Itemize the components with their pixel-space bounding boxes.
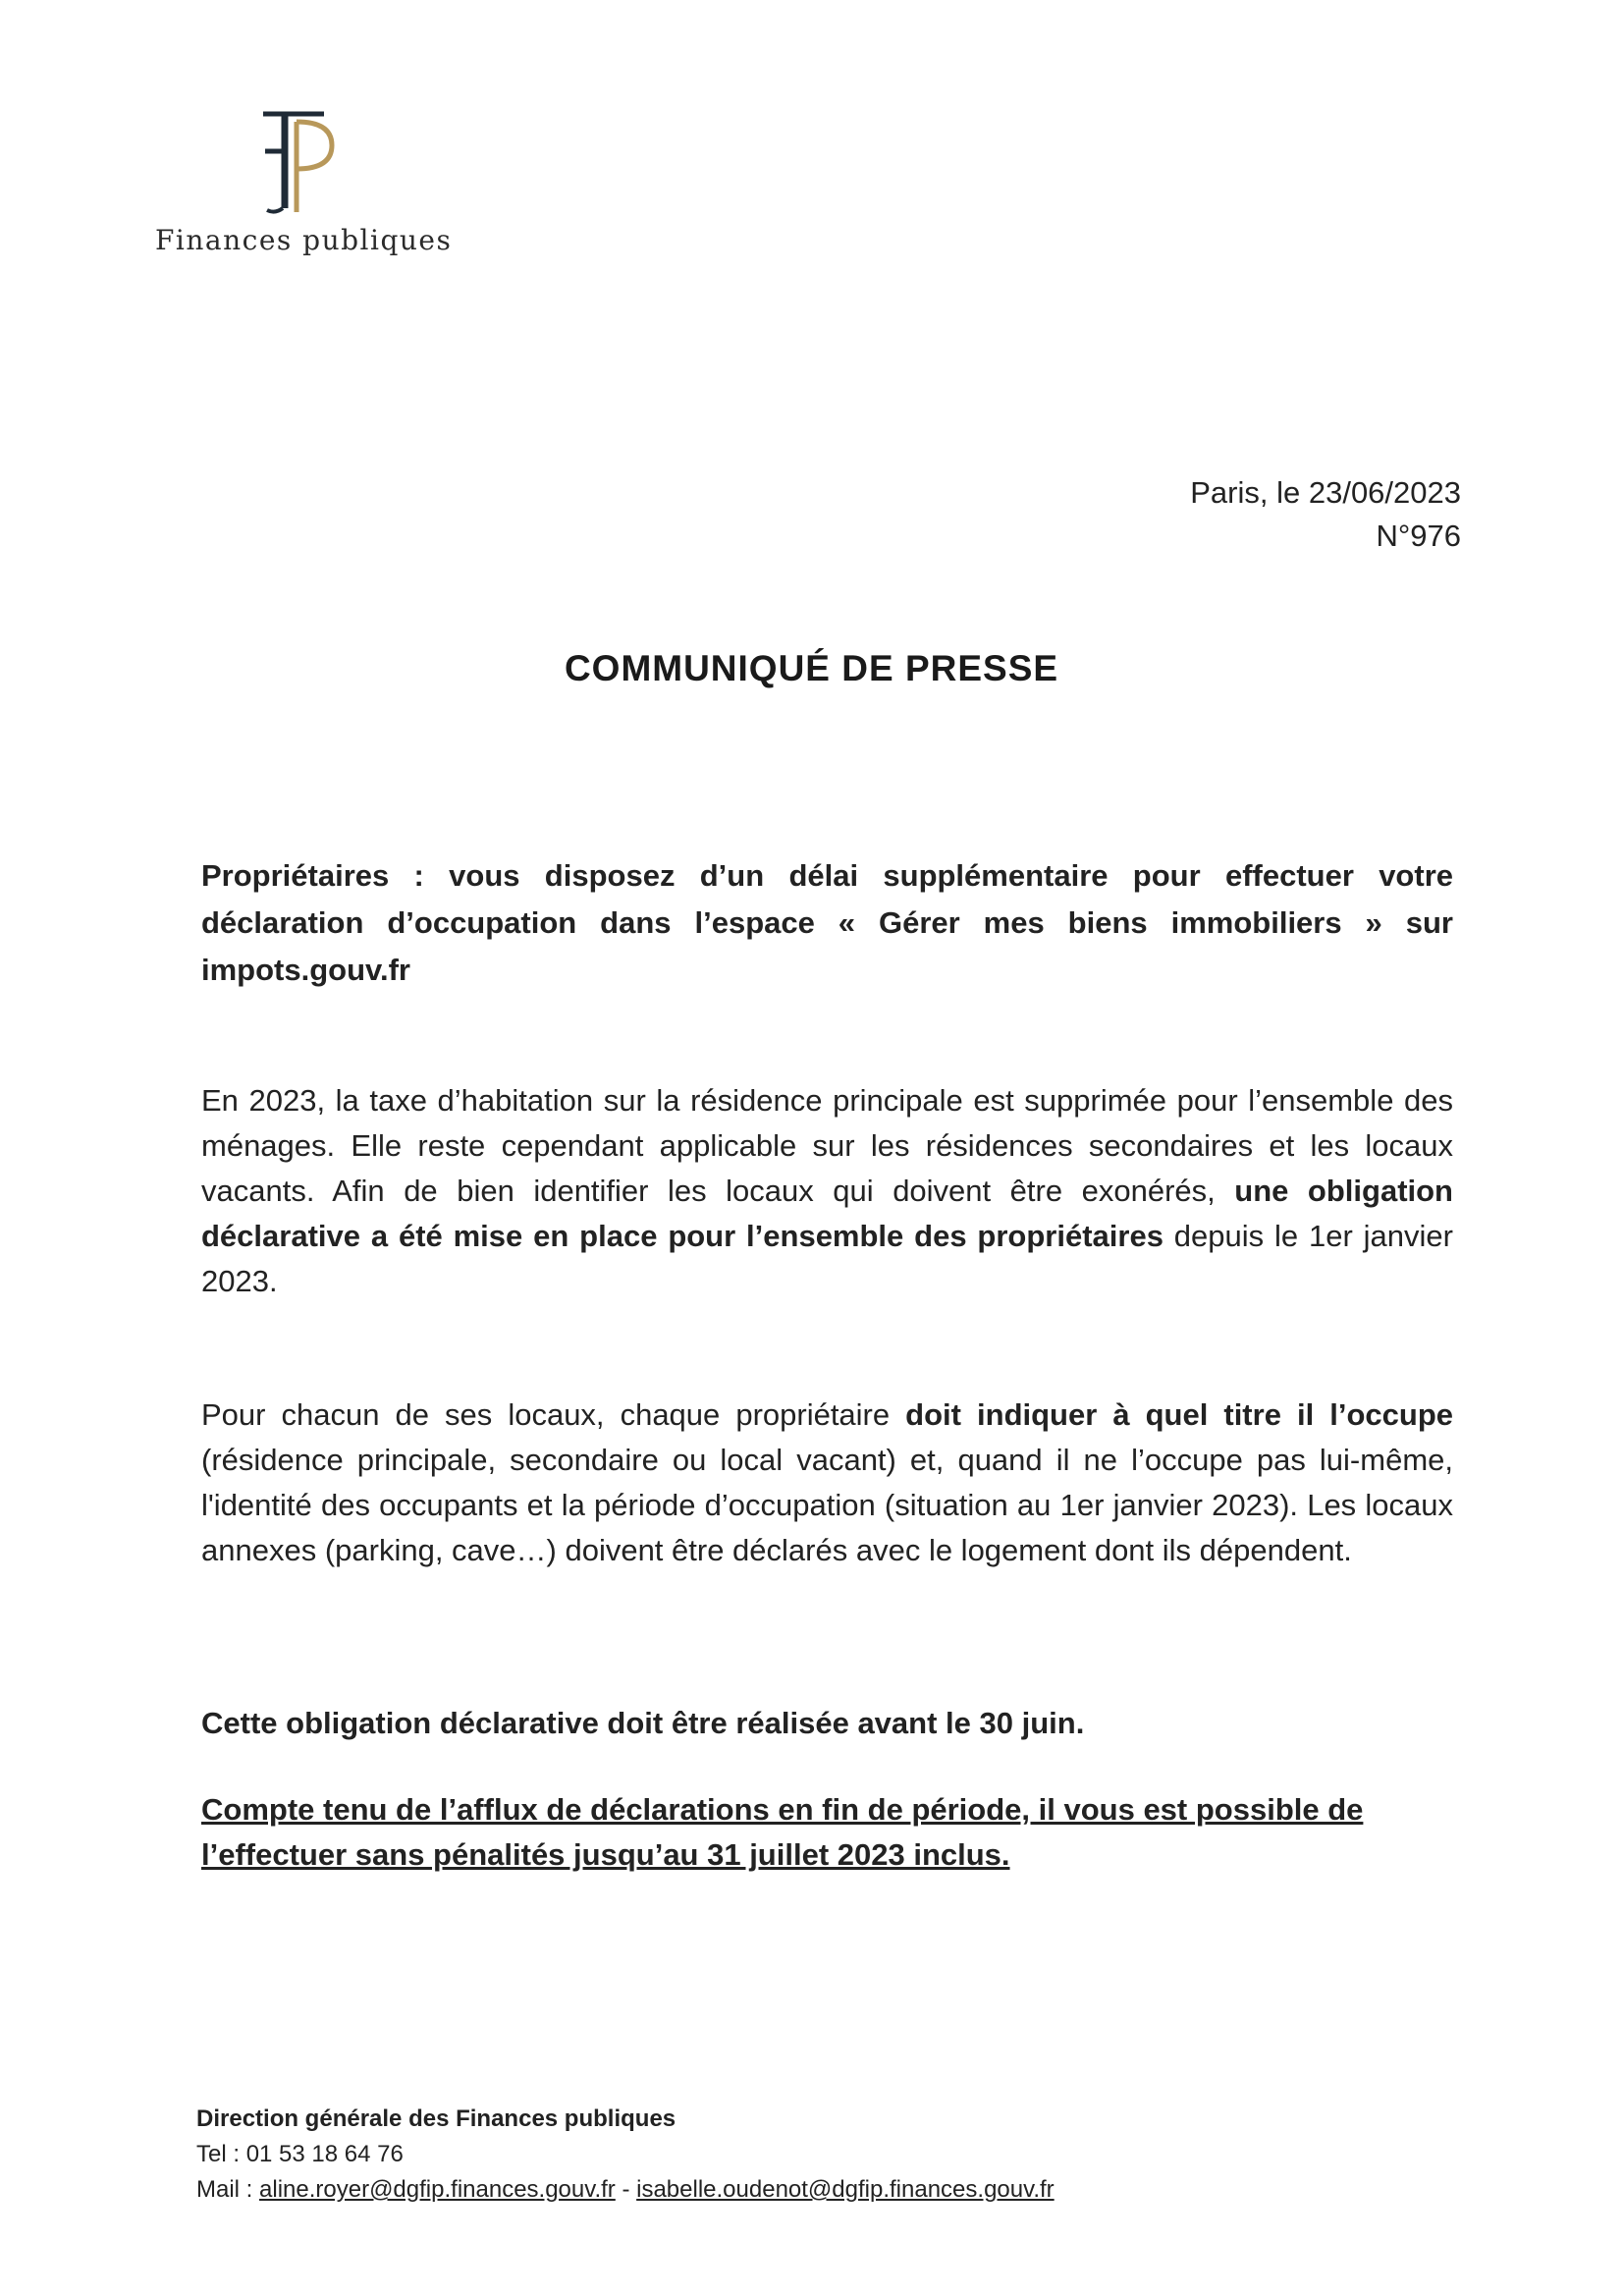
tel-number: 01 53 18 64 76 [245, 2141, 404, 2167]
logo-text: Finances publiques [155, 224, 453, 256]
paragraph-1-outro: depuis le 1er janvier 2023. [201, 1219, 1453, 1298]
date-block [1190, 471, 1461, 558]
paragraph-4-underlined: Compte tenu de l’afflux de déclarations en fin de période, il vous est possible de l’effectuer sans pénalités jusqu’au 31 juillet 2023 inclus. [201, 1792, 1364, 1872]
paragraph-2-outro: (résidence principale, secondaire ou local vacant) et, quand il ne l’occupe pas lui-même, l'identité des occupants et la période d’occupation (situation au 1er janvier 2023). Les locaux annexes (parking, cave…) doivent être déclarés avec le logement dont ils dépendent. [201, 1443, 1453, 1567]
paragraph-1-bold: une obligation déclarative a été mise en place pour l’ensemble des propriétaires [201, 1174, 1453, 1253]
footer-org: Direction générale des Finances publiques [196, 2105, 676, 2132]
footer-tel [196, 2137, 1055, 2172]
tel-label: Tel : [196, 2141, 246, 2167]
mail-label: Mail : [196, 2176, 260, 2203]
footer-mail [196, 2172, 1055, 2208]
lead-paragraph: Propriétaires : vous disposez d’un délai supplémentaire pour effectuer votre déclaration d’occupation dans l’espace « Gérer mes biens immobiliers » sur impots.gouv.fr [201, 858, 1453, 987]
paragraph-2-intro: Pour chacun de ses locaux, chaque propriétaire [201, 1397, 906, 1432]
fp-monogram-icon [253, 108, 342, 218]
paragraph-1 [201, 1078, 1453, 1304]
paragraph-2-bold: doit indiquer à quel titre il l’occupe [905, 1397, 1453, 1432]
contact-footer [196, 2102, 1055, 2208]
release-number: N°976 [1376, 519, 1461, 553]
email-separator: - [615, 2176, 637, 2203]
email-link-2[interactable]: isabelle.oudenot@dgfip.finances.gouv.fr [636, 2176, 1055, 2203]
paragraph-3: Cette obligation déclarative doit être réalisée avant le 30 juin. [201, 1706, 1085, 1740]
paragraph-1-intro: En 2023, la taxe d’habitation sur la résidence principale est supprimée pour l’ensemble des ménages. Elle reste cependant applicable sur les résidences secondaires et les locaux vacants. Afin de bien identifier les locaux qui doivent être exonérés, [201, 1083, 1453, 1208]
date-line: Paris, le 23/06/2023 [1190, 475, 1461, 510]
email-link-1[interactable]: aline.royer@dgfip.finances.gouv.fr [259, 2176, 616, 2203]
paragraph-2 [201, 1393, 1453, 1573]
page-title: COMMUNIQUÉ DE PRESSE [564, 648, 1059, 688]
